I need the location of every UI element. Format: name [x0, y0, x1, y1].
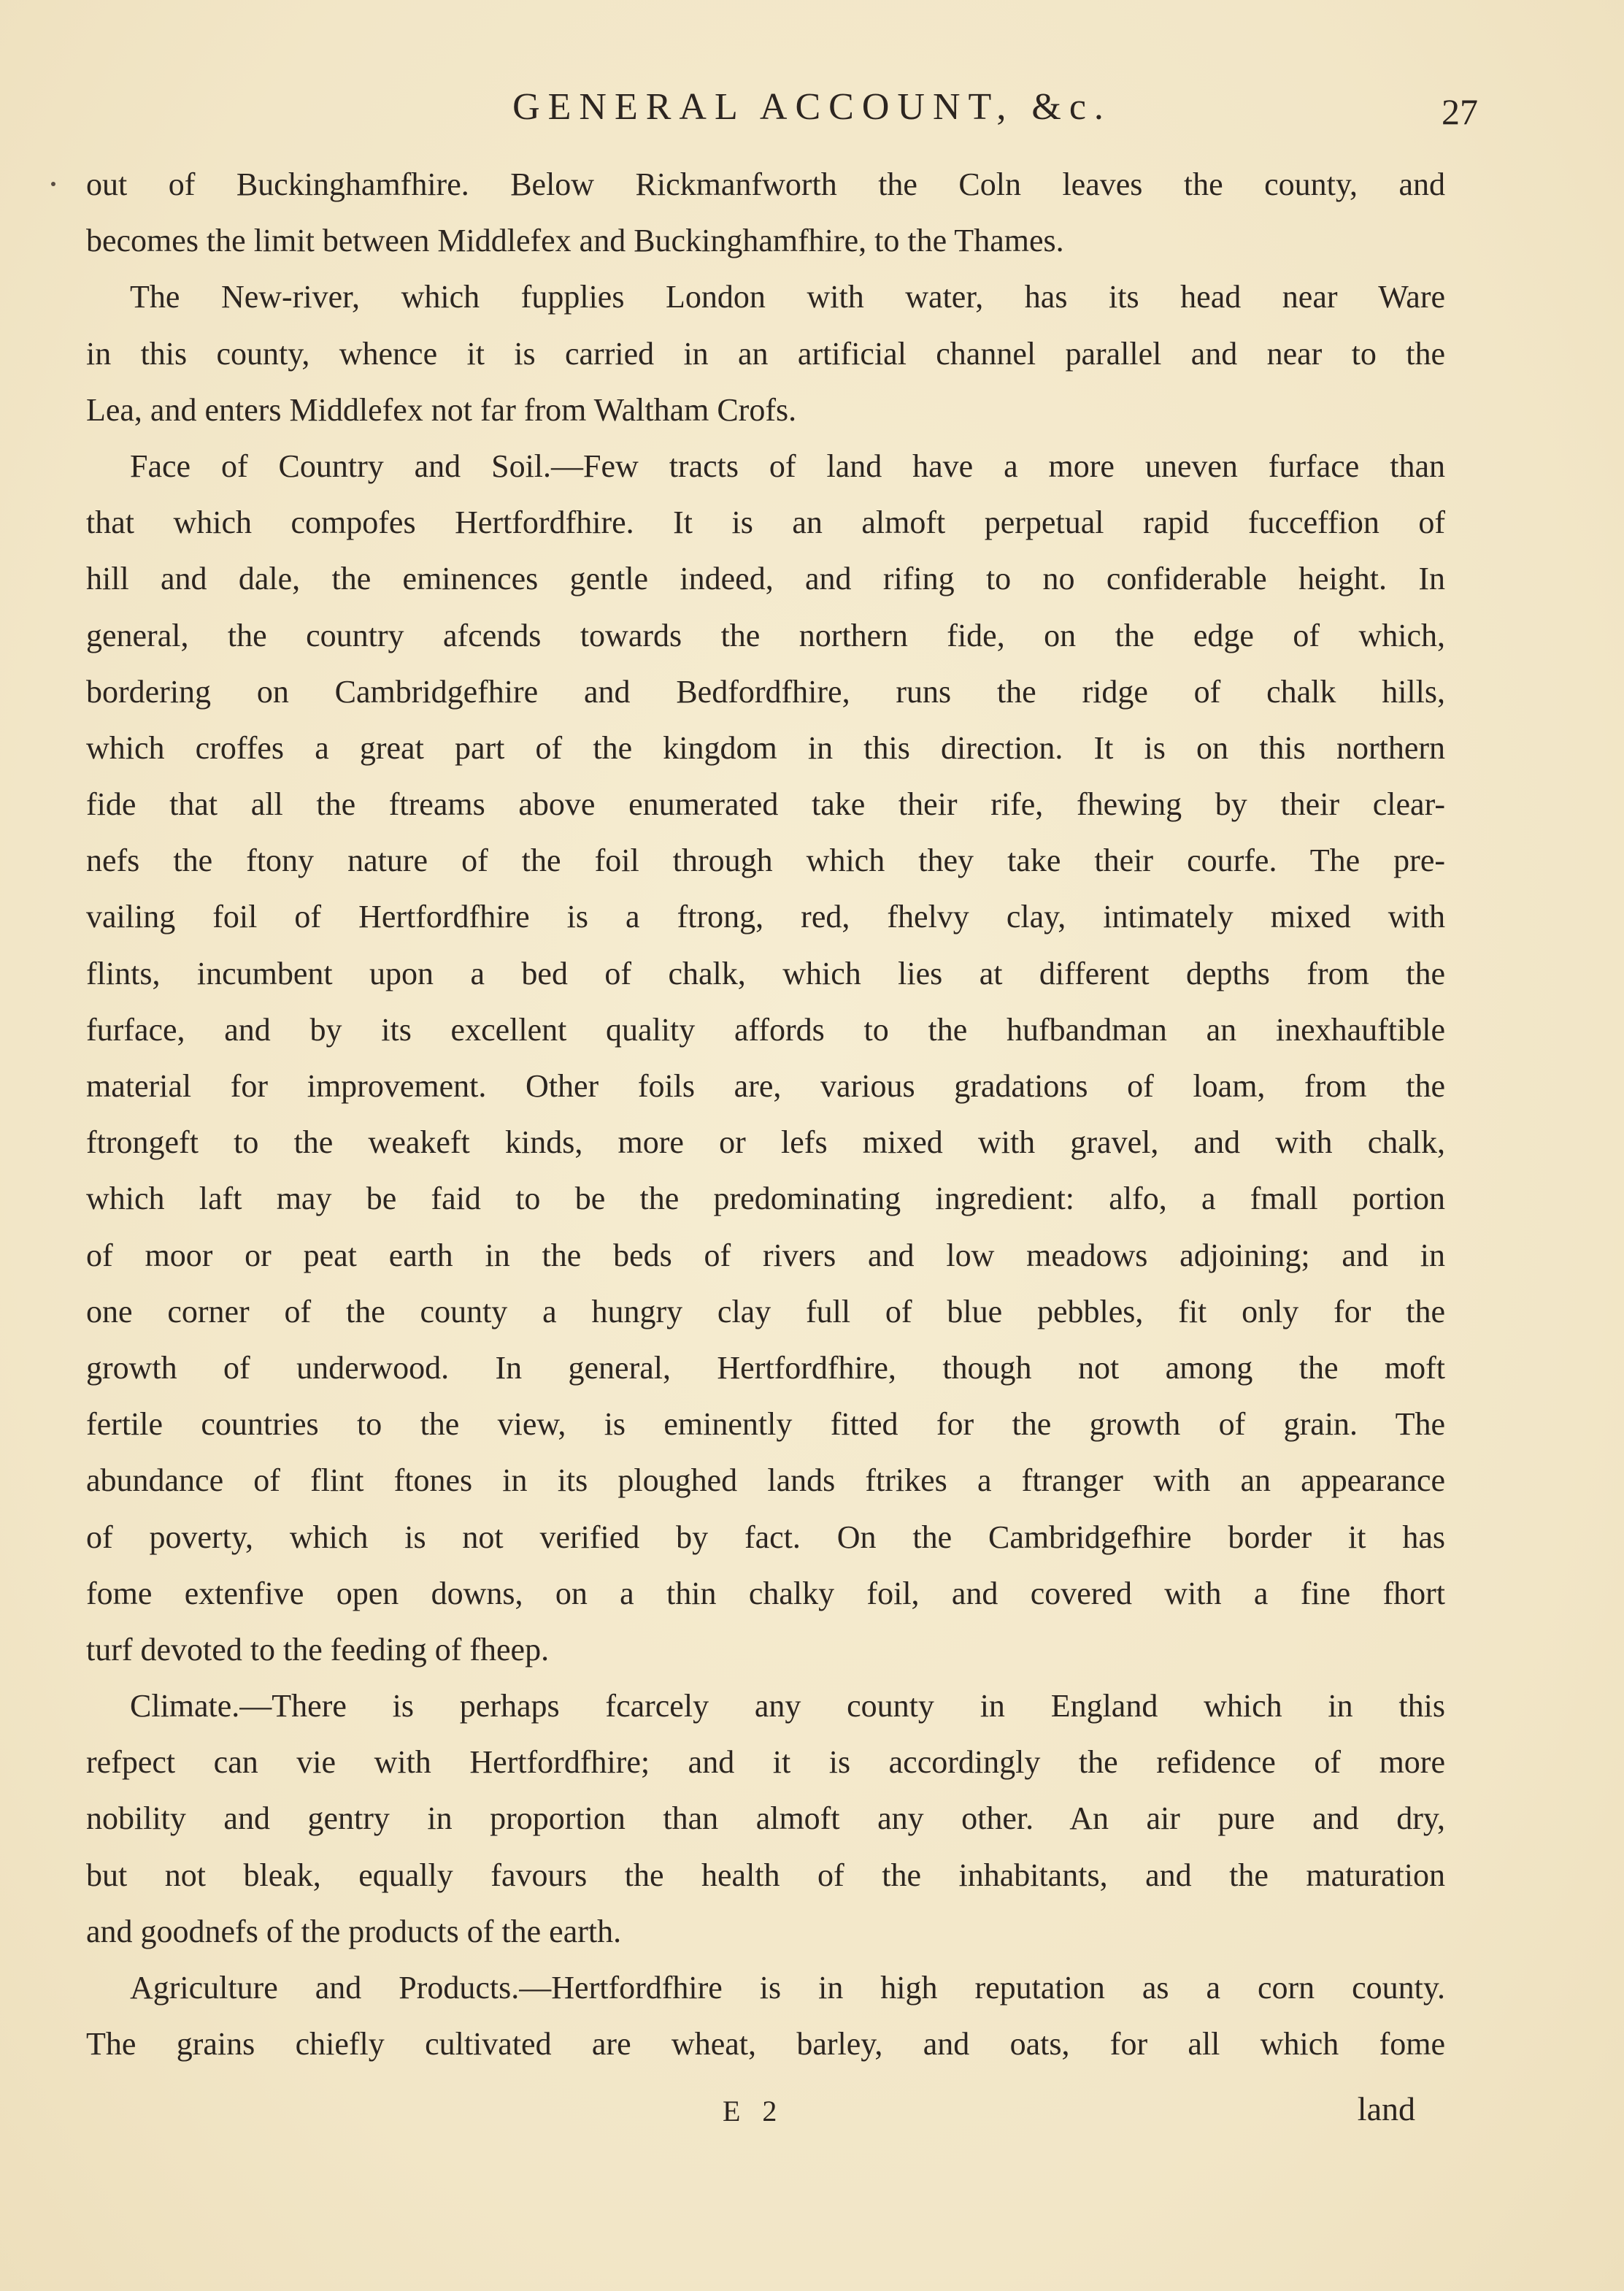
text-line: vailing foil of Hertfordfhire is a ftrong, red, fhelvy clay, intimately mixed with	[86, 899, 1445, 935]
text-line: Face of Country and Soil.—Few tracts of land have a more uneven furface than	[130, 448, 1445, 484]
text-line: Lea, and enters Middlefex not far from Waltham Crofs.	[86, 391, 797, 428]
text-line: fome extenfive open downs, on a thin chalky foil, and covered with a fine fhort	[86, 1575, 1445, 1611]
text-line: general, the country afcends towards the northern fide, on the edge of which,	[86, 617, 1445, 653]
text-line: turf devoted to the feeding of fheep.	[86, 1631, 550, 1668]
text-line: fide that all the ftreams above enumerated take their rife, fhewing by their clear-	[86, 786, 1445, 823]
text-line: of poverty, which is not verified by fact. On the Cambridgefhire border it has	[86, 1519, 1445, 1555]
text-line: Climate.—There is perhaps fcarcely any county in England which in this	[130, 1688, 1445, 1724]
text-line: flints, incumbent upon a bed of chalk, which lies at different depths from the	[86, 955, 1445, 991]
text-line: abundance of flint ftones in its ploughed lands ftrikes a ftranger with an appearance	[86, 1462, 1445, 1499]
running-title: GENERAL ACCOUNT, &c.	[512, 86, 1112, 128]
text-line: but not bleak, equally favours the health of the inhabitants, and the maturation	[86, 1857, 1445, 1893]
text-line: growth of underwood. In general, Hertfordfhire, though not among the moft	[86, 1349, 1445, 1386]
text-line: which croffes a great part of the kingdom in this direction. It is on this northern	[86, 729, 1445, 766]
text-line: which laft may be faid to be the predominating ingredient: alfo, a fmall portion	[86, 1181, 1445, 1217]
text-line: nefs the ftony nature of the foil through which they take their courfe. The pre-	[86, 843, 1445, 879]
text-line: becomes the limit between Middlefex and Buckinghamfhire, to the Thames.	[86, 223, 1064, 259]
text-line: Agriculture and Products.—Hertfordfhire is in high reputation as a corn county.	[130, 1970, 1445, 2006]
text-line: The New-river, which fupplies London with water, has its head near Ware	[130, 279, 1445, 315]
catchword: land	[1357, 2090, 1415, 2127]
signature-mark: E 2	[723, 2095, 785, 2127]
text-line: fertile countries to the view, is eminently fitted for the growth of grain. The	[86, 1406, 1445, 1443]
margin-mark	[51, 182, 55, 186]
text-line: and goodnefs of the products of the earth.	[86, 1913, 622, 1949]
text-line: one corner of the county a hungry clay full of blue pebbles, fit only for the	[86, 1293, 1445, 1329]
text-line: bordering on Cambridgefhire and Bedfordfhire, runs the ridge of chalk hills,	[86, 673, 1445, 710]
text-line: refpect can vie with Hertfordfhire; and it is accordingly the refidence of more	[86, 1744, 1445, 1781]
body-text	[86, 156, 1445, 2072]
page-number: 27	[1442, 91, 1478, 132]
text-line: that which compofes Hertfordfhire. It is an almoft perpetual rapid fucceffion of	[86, 504, 1445, 541]
text-line: in this county, whence it is carried in an artificial channel parallel and near to the	[86, 335, 1445, 372]
text-line: of moor or peat earth in the beds of rivers and low meadows adjoining; and in	[86, 1237, 1445, 1273]
text-line: material for improvement. Other foils are, various gradations of loam, from the	[86, 1068, 1445, 1104]
text-line: hill and dale, the eminences gentle indeed, and rifing to no confiderable height. In	[86, 561, 1445, 597]
text-line: furface, and by its excellent quality affords to the hufbandman an inexhauftible	[86, 1011, 1445, 1048]
text-line: The grains chiefly cultivated are wheat, barley, and oats, for all which fome	[86, 2026, 1445, 2062]
text-line: out of Buckinghamfhire. Below Rickmanfworth the Coln leaves the county, and	[86, 166, 1445, 202]
text-line: nobility and gentry in proportion than almoft any other. An air pure and dry,	[86, 1800, 1445, 1837]
text-line: ftrongeft to the weakeft kinds, more or lefs mixed with gravel, and with chalk,	[86, 1124, 1445, 1161]
